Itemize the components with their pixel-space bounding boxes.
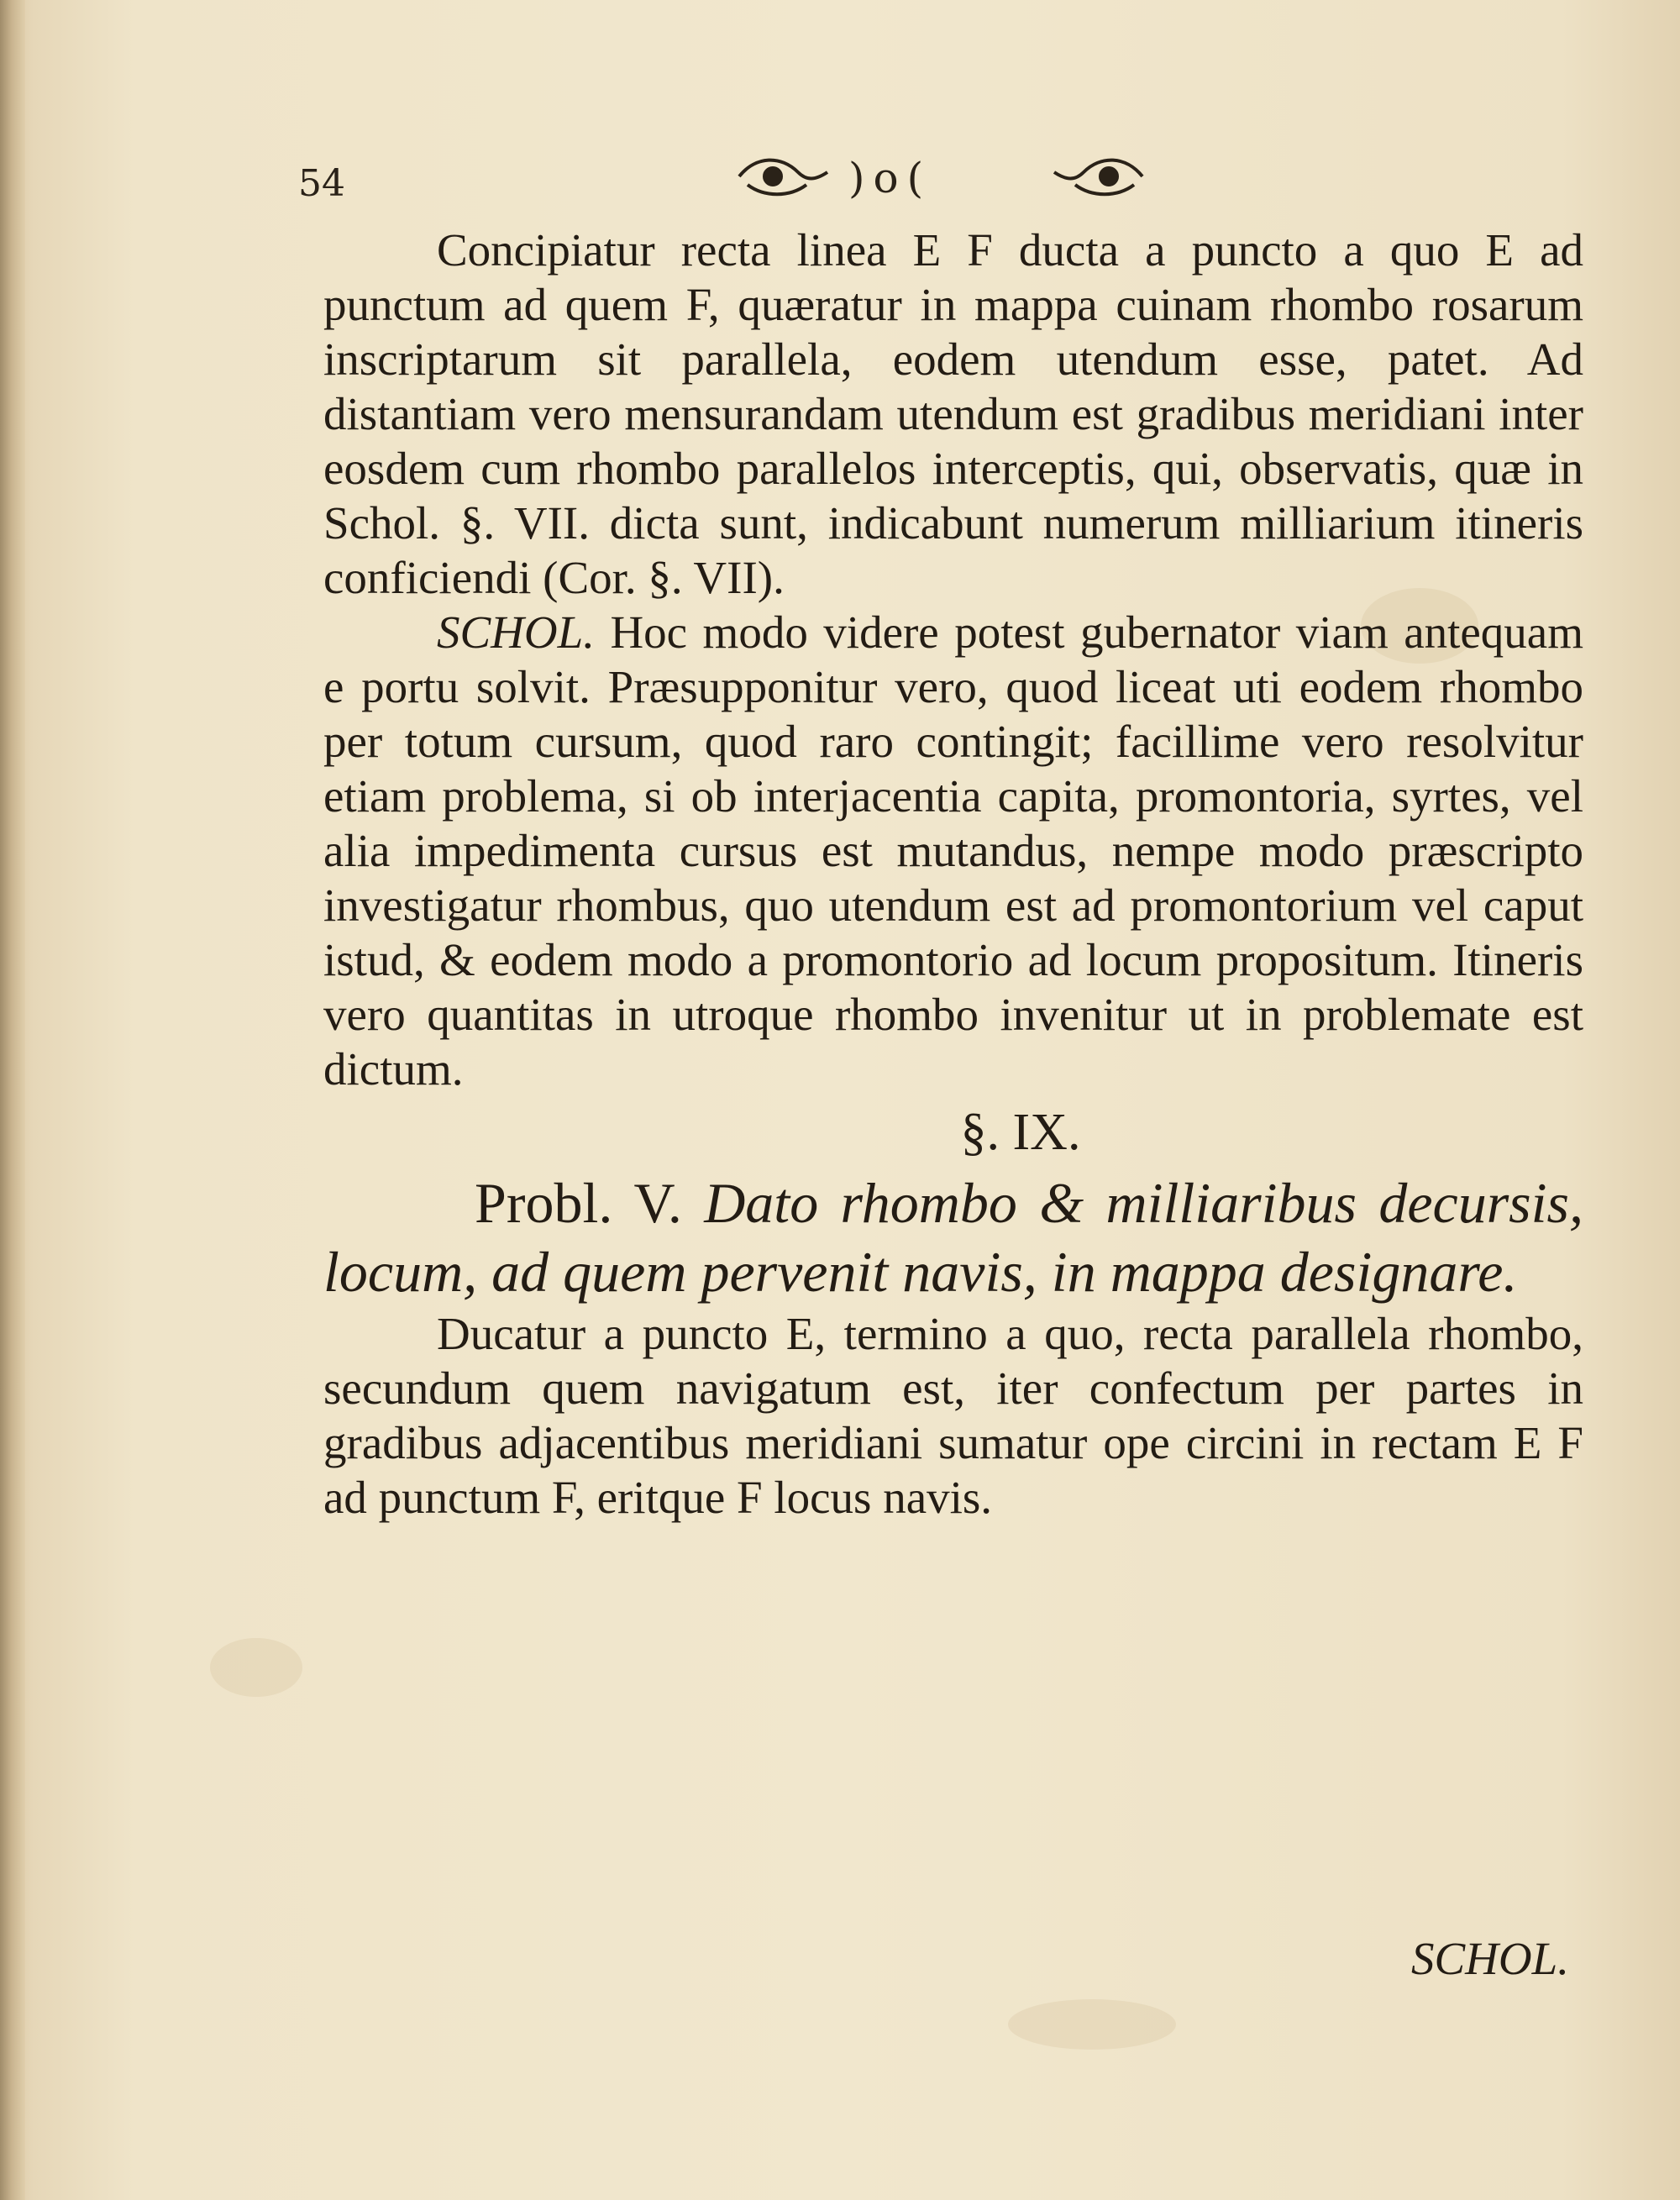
fleuron-ornament-icon	[722, 147, 1159, 206]
problem-text: Dato rhombo & milliaribus decursis, locum, ad quem pervenit navis, in mappa designare.	[323, 1171, 1583, 1304]
scholium-text: Hoc modo videre potest gubernator viam antequam e portu solvit. Præsupponitur vero, quod liceat uti eodem rhombo per totum cursum, quod raro contingit; facillime vero resolvitur etiam problema, si ob interjacentia capita, promontoria, syrtes, vel alia impedimenta cursus est mutandus, nempe modo præscripto investigatur rhombus, quo utendum est ad promontorium vel caput istud, & eodem modo a promontorio ad locum propositum. Itineris vero quantitas in utroque rhombo invenitur ut in problemate est dictum.	[323, 606, 1583, 1095]
running-head	[0, 147, 1680, 214]
section-heading: §. IX.	[960, 1104, 1081, 1161]
body-text	[323, 223, 1583, 1525]
paper-stain	[1008, 1999, 1176, 2050]
catchword: SCHOL.	[1411, 1933, 1569, 1984]
scholium-paragraph	[323, 605, 1583, 1096]
paragraph-3: Ducatur a puncto E, termino a quo, recta parallela rhombo, secundum quem navigatum est, iter confectum per partes in gradibus adjacentibus meridiani sumatur ope circini in rectam E F ad punctum F, eritque F locus navis.	[323, 1308, 1583, 1523]
ornament-parentheses: )o(	[848, 154, 932, 202]
problem-label: Probl. V.	[475, 1171, 682, 1235]
problem-statement	[323, 1168, 1583, 1306]
scholium-label: SCHOL.	[437, 606, 595, 658]
binding-shadow	[0, 0, 25, 2200]
paragraph-1: Concipiatur recta linea E F ducta a puncto a quo E ad punctum ad quem F, quæratur in mappa cuinam rhombo rosarum inscriptarum sit parallela, eodem utendum esse, patet. Ad distantiam vero mensurandam utendum est gradibus meridiani inter eosdem cum rhombo parallelos interceptis, qui, observatis, quæ in Schol. §. VII. dicta sunt, indicabunt numerum milliarium itineris conficiendi (Cor. §. VII).	[323, 224, 1583, 603]
page-number: 54	[298, 162, 345, 205]
paper-stain	[210, 1638, 302, 1697]
